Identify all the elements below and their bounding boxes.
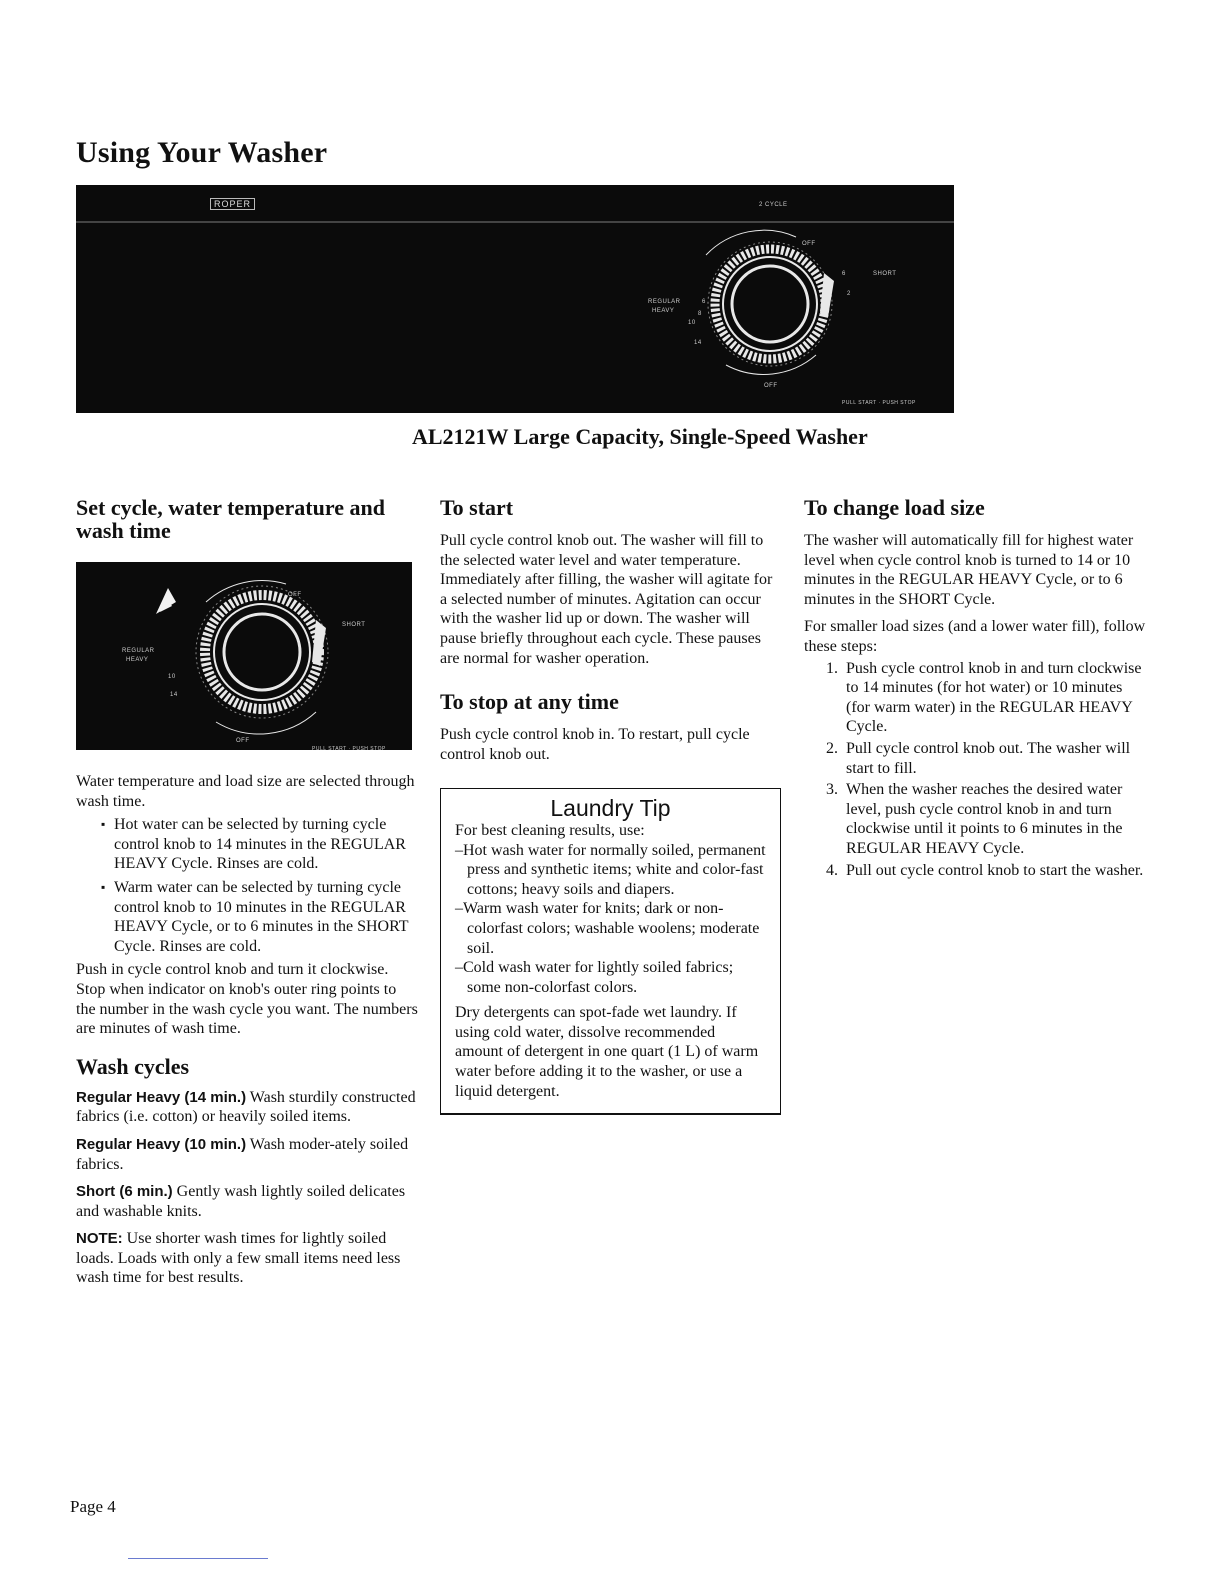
cycle-desc: Wash moder-ately soiled fabrics. (76, 1135, 409, 1173)
bullet-warm-water: ▪ Warm water can be selected by turning cycle control knob to 10 minutes in the REGULAR HEAVY Cycle, or to 6 minutes in the SHORT Cycle. Rinses are cold. (114, 878, 418, 956)
knob-pull-start: PULL START · PUSH STOP (312, 746, 386, 752)
cycle-note (76, 1229, 418, 1288)
tip-warm-water: –Warm wash water for knits; dark or non-colorfast colors; washable woolens; moderate soil. (455, 900, 760, 957)
bullet-hot-water: ▪ Hot water can be selected by turning cycle control knob to 14 minutes in the REGULAR HEAVY Cycle. Rinses are cold. (114, 815, 418, 874)
step-3 (826, 780, 1149, 858)
dial-10: 10 (688, 320, 696, 326)
step-number: 3. (826, 781, 838, 799)
step-number: 1. (826, 659, 838, 677)
note-desc: Use shorter wash times for lightly soiled loads. Loads with only a few small items need less wash time for best results. (76, 1230, 401, 1287)
load-size-p2: For smaller load sizes (and a lower water fill), follow these steps: (804, 618, 1146, 655)
pull-start-label: PULL START · PUSH STOP (842, 400, 916, 406)
cycle-name: Regular Heavy (10 min.) (76, 1135, 247, 1153)
load-size-p1: The washer will automatically fill for highest water level when cycle control knob is turned to 14 or 10 minutes in the REGULAR HEAVY Cycle, or to 6 minutes in the SHORT Cycle. (804, 532, 1134, 608)
step-text: Push cycle control knob in and turn clockwise to 14 minutes (for hot water) or 10 minutes (for warm water) in the REGULAR HEAVY Cycle. (846, 659, 1142, 736)
control-panel-image (76, 185, 954, 413)
dial-heavy-label: HEAVY (652, 308, 675, 314)
dial-6-left: 6 (702, 299, 706, 305)
step-text: Pull out cycle control knob to start the washer. (846, 861, 1144, 879)
step-text: When the washer reaches the desired water level, push cycle control knob in and turn clockwise until it points to 6 minutes in the REGULAR HEAVY Cycle. (846, 781, 1123, 857)
column-start-stop (440, 496, 780, 1115)
cycle-name: Regular Heavy (14 min.) (76, 1088, 247, 1106)
cycle-desc: Gently wash lightly soiled delicates and washable knits. (76, 1183, 406, 1220)
footer-divider (128, 1558, 268, 1559)
knob-off-top: OFF (288, 592, 302, 598)
model-title: AL2121W Large Capacity, Single-Speed Washer (412, 424, 868, 449)
dial-14: 14 (694, 340, 702, 346)
knob-10: 10 (168, 674, 176, 680)
step-4 (826, 861, 1149, 881)
laundry-tip-list (455, 841, 766, 998)
column-set-cycle (76, 496, 418, 1296)
note-label: NOTE: (76, 1230, 123, 1248)
dial-off-top: OFF (802, 241, 816, 247)
set-cycle-heading: Set cycle, water temperature and wash time (76, 495, 385, 543)
column-load-size (804, 496, 1149, 882)
step-number: 4. (826, 861, 838, 879)
step-2 (826, 739, 1149, 778)
dial-2: 2 (847, 291, 851, 297)
tip-cold-water: –Cold wash water for lightly soiled fabrics; some non-colorfast colors. (455, 959, 734, 996)
temperature-intro: Water temperature and load size are selected through wash time. (76, 773, 415, 810)
laundry-tip-outro: Dry detergents can spot-fade wet laundry. If using cold water, dissolve recommended amount of detergent in one quart (1 L) of warm water before adding it to the washer, or use a liquid detergent. (455, 1004, 759, 1100)
to-start-text: Pull cycle control knob out. The washer will fill to the selected water level and water temperature. Immediately after filling, the washer will agitate for a selected number of minutes. Agitation can occur with the washer lid up or down. The washer will pause briefly throughout each cycle. These pauses are normal for washer operation. (440, 532, 773, 667)
dial-short-label: SHORT (873, 271, 897, 277)
to-start-heading: To start (440, 495, 514, 520)
to-stop-heading: To stop at any time (440, 689, 619, 715)
load-size-steps (826, 659, 1149, 881)
model-label: 2 CYCLE (759, 202, 788, 208)
cycle-regular-heavy-14 (76, 1088, 418, 1127)
laundry-tip-intro: For best cleaning results, use: (455, 821, 645, 839)
dial-off-bottom: OFF (764, 383, 778, 389)
knob-14: 14 (170, 692, 178, 698)
cycle-desc: Wash sturdily constructed fabrics (i.e. cotton) or heavily soiled items. (76, 1088, 416, 1126)
temperature-bullets (114, 815, 418, 956)
laundry-tip-box (440, 788, 781, 1115)
load-size-heading: To change load size (804, 495, 985, 520)
step-number: 2. (826, 739, 838, 757)
knob-short-label: SHORT (342, 622, 366, 628)
step-text: Pull cycle control knob out. The washer will start to fill. (846, 739, 1131, 777)
cycle-regular-heavy-10 (76, 1135, 418, 1174)
wash-cycles-heading: Wash cycles (76, 1053, 190, 1079)
laundry-tip-title: Laundry Tip (550, 795, 671, 822)
push-knob-text: Push in cycle control knob and turn it clockwise. Stop when indicator on knob's outer ring points to the number in the wash cycle you want. The numbers are minutes of wash time. (76, 961, 418, 1038)
knob-off-bottom: OFF (236, 738, 250, 744)
to-stop-text: Push cycle control knob in. To restart, pull cycle control knob out. (440, 726, 750, 763)
dial-regular-label: REGULAR (648, 299, 681, 305)
cycle-dial-graphic (76, 185, 954, 413)
knob-closeup-image (76, 562, 412, 750)
cycle-name: Short (6 min.) (76, 1183, 173, 1201)
page-title: Using Your Washer (76, 136, 328, 169)
arrow-icon (156, 588, 176, 614)
page-number: Page 4 (70, 1497, 116, 1516)
cycle-short-6 (76, 1182, 418, 1221)
knob-regular-label: REGULAR (122, 648, 155, 654)
step-1 (826, 659, 1149, 737)
dial-6-right: 6 (842, 271, 846, 277)
tip-hot-water: –Hot wash water for normally soiled, permanent press and synthetic items; white and color-fast cottons; heavy soils and diapers. (455, 841, 766, 898)
brand-logo: ROPER (210, 198, 255, 210)
dial-8: 8 (698, 311, 702, 317)
knob-heavy-label: HEAVY (126, 657, 149, 663)
